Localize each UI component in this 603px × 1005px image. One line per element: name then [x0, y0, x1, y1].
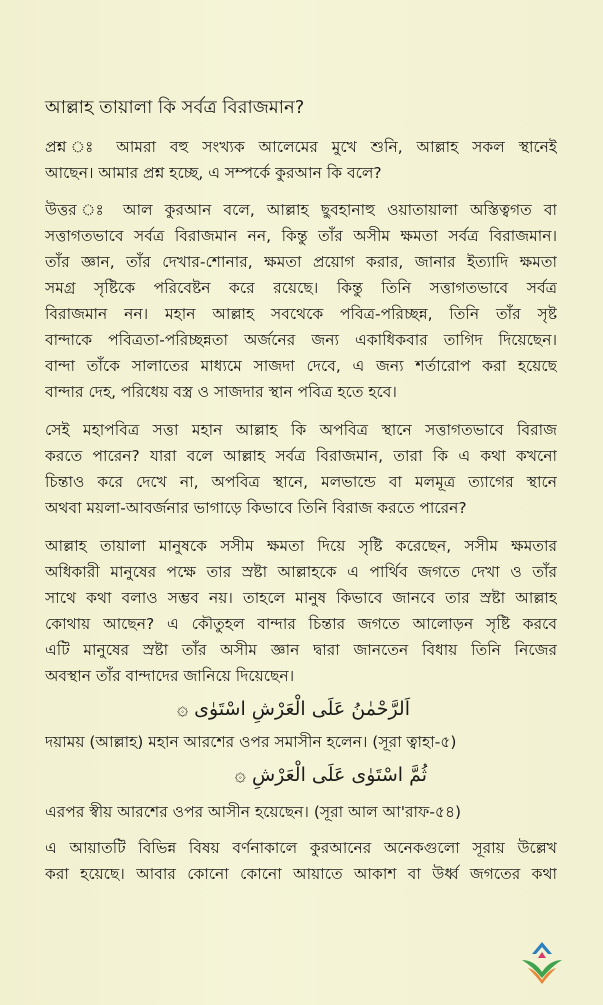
- text-line: বিরাজমান নন। মহান আল্লাহ সবথেকে পবিত্র-পরিচ্ছন্ন, তিনি তাঁর সৃষ্ট: [45, 305, 557, 323]
- publisher-logo-icon: [518, 938, 566, 986]
- text-line: অবস্থান তাঁর বান্দাদের জানিয়ে দিয়েছেন।: [45, 667, 295, 685]
- text-line: করা হয়েছে। আবার কোনো কোনো আয়াতে আকাশ বা উর্ধ্ব জগতের কথা: [45, 865, 557, 883]
- verse-1-translation-block: [45, 729, 557, 755]
- text-line: আল্লাহ তায়ালা মানুষকে সসীম ক্ষমতা দিয়ে সৃষ্টি করেছেন, সসীম ক্ষমতার: [45, 537, 557, 555]
- text-line: বান্দা তাঁকে সালাতের মাধ্যমে সাজদা দেবে, এ জন্য শর্তারোপ করা হয়েছে: [45, 357, 557, 375]
- text-line: সেই মহাপবিত্র সত্তা মহান আল্লাহ কি অপবিত্র স্থানে সত্তাগতভাবে বিরাজ: [45, 421, 557, 439]
- text-line: উত্তর ঃ আল কুরআন বলে, আল্লাহ ছুবহানাহু ওয়াতায়ালা অস্তিত্বগত বা: [45, 201, 557, 219]
- text-line: সত্তাগতভাবে সর্বত্র বিরাজমান নন, কিন্তু তাঁর অসীম ক্ষমতা সর্বত্র বিরাজমান।: [45, 227, 557, 245]
- paragraph-2: [45, 417, 557, 521]
- page-heading: আল্লাহ তায়ালা কি সর্বত্র বিরাজমান?: [45, 97, 305, 118]
- text-line: এটি মানুষের স্রষ্টা তাঁর অসীম জ্ঞান দ্বারা জানতেন বিধায় তিনি নিজের: [45, 641, 557, 659]
- arabic-verse-1: اَلرَّحْمٰنُ عَلَى الْعَرْشِ اسْتَوٰى ۞: [176, 698, 410, 720]
- text-line: করতে পারেন? যারা বলে আল্লাহ সর্বত্র বিরাজমান, তারা কি এ কথা কখনো: [45, 447, 557, 465]
- verse-2-translation: এরপর স্বীয় আরশের ওপর আসীন হয়েছেন। (সূরা আল আ'রাফ-৫৪): [45, 803, 462, 821]
- text-line: কোথায় আছেন? এ কৌতুহল বান্দার চিন্তার জগতে আলোড়ন সৃষ্টি করবে: [45, 615, 557, 633]
- verse-1-translation: দয়াময় (আল্লাহ) মহান আরশের ওপর সমাসীন হলেন। (সূরা ত্বাহা-৫): [45, 733, 457, 751]
- text-line: এ আয়াতটি বিভিন্ন বিষয় বর্ণনাকালে কুরআনের অনেকগুলো সূরায় উল্লেখ: [45, 839, 557, 857]
- question-paragraph: [45, 134, 557, 186]
- text-line: তাঁর জ্ঞান, তাঁর দেখার-শোনার, ক্ষমতা প্রয়োগ করার, জানার ইত্যাদি ক্ষমতা: [45, 253, 557, 271]
- text-line: চিন্তাও করে দেখে না, অপবিত্র স্থানে, মলভান্ডে বা মলমূত্র ত্যাগের স্থানে: [45, 473, 557, 491]
- text-line: প্রশ্ন ঃ আমরা বহু সংখ্যক আলেমের মুখে শুনি, আল্লাহ সকল স্থানেই: [45, 138, 557, 156]
- paragraph-3: [45, 533, 557, 689]
- text-line: আছেন। আমার প্রশ্ন হচ্ছে, এ সম্পর্কে কুরআন কি বলে?: [45, 164, 382, 182]
- text-line: সাথে কথা বলাও সম্ভব নয়। তাহলে মানুষ কিভাবে জানবে তার স্রষ্টা আল্লাহ: [45, 589, 557, 607]
- arabic-verse-2: ثُمَّ اسْتَوٰى عَلَى الْعَرْشِ ۞: [234, 764, 427, 786]
- verse-2-translation-block: [45, 799, 557, 825]
- text-line: অথবা ময়লা-আবর্জনার ভাগাড়ে কিভাবে তিনি বিরাজ করতে পারেন?: [45, 499, 467, 517]
- text-line: বান্দার দেহ, পরিধেয় বস্ত্র ও সাজদার স্থান পবিত্র হতে হবে।: [45, 383, 397, 401]
- answer-paragraph: [45, 197, 557, 405]
- text-line: অধিকারী মানুষের পক্ষে তার স্রষ্টা আল্লাহকে এ পার্থিব জগতে দেখা ও তাঁর: [45, 563, 557, 581]
- paragraph-4: [45, 835, 557, 887]
- text-line: বান্দাকে পবিত্রতা-পরিচ্ছন্নতা অর্জনের জন্য একাধিকবার তাগিদ দিয়েছেন।: [45, 331, 557, 349]
- text-line: সমগ্র সৃষ্টিকে পরিবেষ্টন করে রয়েছে। কিন্তু তিনি সত্তাগতভাবে সর্বত্র: [45, 279, 557, 297]
